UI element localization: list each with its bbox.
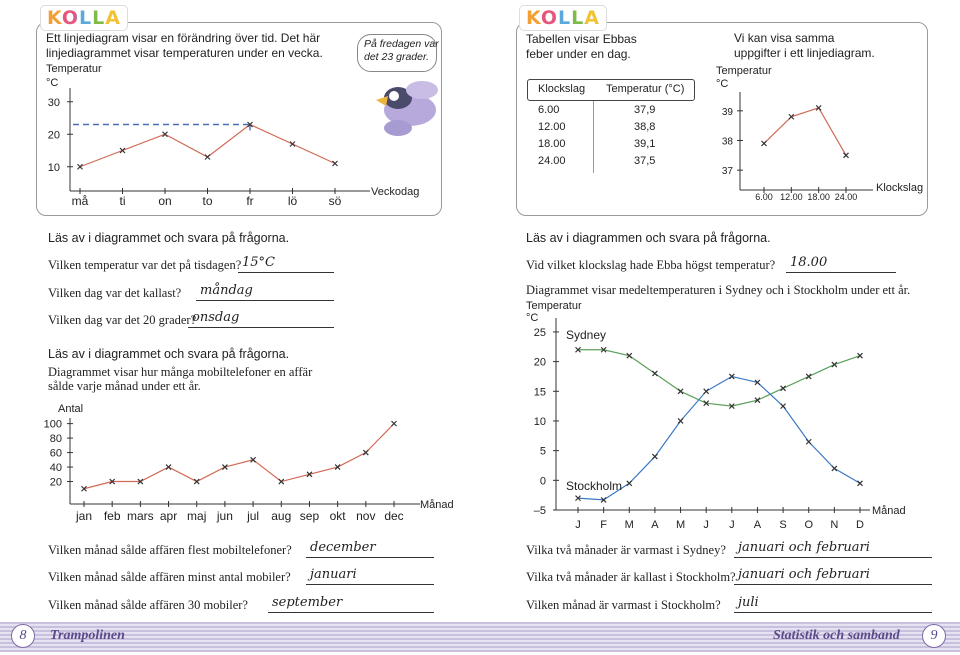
left-box-text-2: linjediagrammet visar temperaturen under en vecka. [46,46,323,60]
point-stockholm-10 [832,466,837,471]
point-sydney-9 [806,374,811,379]
month-label: J [703,519,709,531]
left-question-3: Vilken dag var det 20 grader? [48,313,197,327]
left-heading-1: Läs av i diagrammet och svara på frågorna. [48,231,290,245]
left-answer-1[interactable]: 15°C [238,256,334,273]
fever-line-chart [718,92,878,206]
left-box-text-1: Ett linjediagram visar en förändring över tid. Det här [46,31,321,45]
month-label: F [600,519,608,531]
day-label-ti: ti [119,194,126,208]
left-week-chart [40,88,370,210]
right-box-text-1: Tabellen visar Ebbas [526,32,637,46]
y-tick-label: 80 [49,433,62,446]
sales-point-apr [166,465,171,470]
sales-point-dec [392,421,397,426]
week-point-må [78,164,83,169]
right-box-text-3: Vi kan visa samma [734,31,835,45]
left-heading-2: Läs av i diagrammet och svara på frågorna. [48,347,290,361]
month-label: M [675,519,686,531]
fever-table-header [527,79,695,101]
time-label: 18.00 [807,192,830,202]
left-answer-5[interactable]: januari [306,568,434,585]
left-chart-ylabel-1: Temperatur [46,63,102,75]
month-label-okt: okt [329,509,346,523]
point-sydney-3 [652,371,657,376]
fever-point-0 [762,141,767,146]
month-label: O [804,519,814,531]
y-tick-label: 25 [533,326,546,339]
bubble-text-2: det 23 grader. [364,51,429,63]
left-answer-3[interactable]: onsdag [188,311,334,328]
left-kolla-title: KOLLA [47,7,121,29]
y-tick-label: 10 [533,415,546,428]
point-stockholm-4 [678,418,683,423]
point-stockholm-5 [704,389,709,394]
month-label-feb: feb [103,509,121,523]
footer-title-right: Statistik och samband [773,628,900,643]
fever-table-time: 24.00 [538,155,566,167]
y-tick-label: 0 [539,475,546,488]
fever-table-col-1: Klockslag [538,83,586,95]
left-chart-xlabel: Veckodag [371,186,420,198]
time-label: 12.00 [780,192,803,202]
right-heading-1: Läs av i diagrammen och svara på frågorna. [526,231,771,245]
left-answer-2[interactable]: måndag [196,284,334,301]
sales-line [84,424,394,489]
bird-illustration [368,70,448,140]
month-label-jul: jul [247,509,260,523]
week-point-to [205,155,210,160]
right-answer-4[interactable]: juli [734,596,932,613]
left-chart-ylabel-2: °C [46,77,59,89]
phone-sales-chart [40,398,460,530]
right-question-4: Vilken månad är varmast i Stockholm? [526,598,721,612]
fever-table-time: 18.00 [538,138,566,150]
month-label-mars: mars [127,509,154,523]
week-point-sö [333,161,338,166]
left-answer-6[interactable]: september [268,596,434,613]
fever-table-col-2: Temperatur (°C) [606,83,685,95]
right-box-text-2: feber under en dag. [526,47,631,61]
point-stockholm-2 [627,481,632,486]
month-label-apr: apr [159,509,178,523]
left-question-1: Vilken temperatur var det på tisdagen? [48,258,242,272]
sales-point-maj [194,479,199,484]
right-answer-3[interactable]: januari och februari [734,568,932,585]
month-label: A [753,519,762,531]
month-label-sep: sep [299,509,320,523]
month-label-jan: jan [75,509,93,523]
right-answer-2[interactable]: januari och februari [734,541,932,558]
y-tick-label: 20 [533,356,546,369]
left-desc-2: sålde varje månad under ett år. [48,379,201,393]
right-desc: Diagrammet visar medeltemperaturen i Sydney och i Stockholm under ett år. [526,283,911,297]
y-tick-label: –5 [533,505,546,517]
y-tick-label: 15 [533,386,546,399]
right-kolla-badge [519,5,607,31]
point-sydney-8 [781,386,786,391]
series-label-sydney: Sydney [566,328,607,342]
y-tick-label: 40 [49,462,62,475]
month-label-dec: dec [384,509,404,523]
month-label-maj: maj [187,509,207,523]
x-axis-title: Månad [872,505,906,517]
left-question-2: Vilken dag var det kallast? [48,286,182,300]
fever-line [764,108,819,144]
bubble-text-1: På fredagen var [364,38,439,50]
month-label: N [830,519,839,531]
right-question-1: Vid vilket klockslag hade Ebba högst temperatur? [526,258,776,272]
week-line [80,125,335,167]
left-kolla-badge [40,5,128,31]
y-tick-label: 100 [43,418,62,431]
page-number-right: 9 [922,624,946,648]
fever-table-body [538,101,695,173]
month-label: D [856,519,864,531]
left-answer-4[interactable]: december [306,541,434,558]
fever-line-end [819,108,846,155]
month-label: J [729,519,735,531]
fever-table-time: 6.00 [538,104,560,116]
y-tick-label: 5 [539,445,546,458]
y-tick-label: 37 [721,166,733,178]
day-label-to: to [202,194,213,208]
time-label: 6.00 [755,192,773,202]
month-label: A [651,519,659,531]
y-axis-title: Antal [58,403,84,415]
day-label-må: må [71,194,89,208]
x-axis-title: Månad [420,499,454,511]
day-label-lö: lö [287,194,298,208]
sales-point-nov [363,450,368,455]
left-question-4: Vilken månad sålde affären flest mobiltelefoner? [48,543,292,557]
fever-table [527,79,695,173]
y-tick-label: 30 [47,96,60,109]
city-chart-ylabel-2: °C [526,312,539,324]
fever-table-temp: 39,1 [634,138,656,150]
y-tick-label: 20 [49,476,62,489]
fever-chart-ylabel-2: °C [716,78,729,90]
y-tick-label: 38 [721,136,733,148]
day-label-sö: sö [328,194,342,208]
fever-table-temp: 37,9 [634,104,656,116]
week-point-on [163,132,168,137]
fever-table-temp: 37,5 [634,155,656,167]
point-stockholm-8 [781,404,786,409]
left-desc-1: Diagrammet visar hur många mobiltelefoner en affär [48,365,313,379]
right-answer-1[interactable]: 18.00 [786,256,896,273]
day-label-on: on [158,194,172,208]
city-temperature-chart [520,318,910,534]
point-sydney-4 [678,389,683,394]
line-sydney [578,350,860,406]
fever-chart-xlabel: Klockslag [876,182,924,194]
city-chart-ylabel-1: Temperatur [526,300,582,312]
fever-point-3 [844,153,849,158]
week-point-lö [290,142,295,147]
fever-table-time: 12.00 [538,121,566,133]
fever-chart-ylabel-1: Temperatur [716,65,772,77]
point-stockholm-9 [806,439,811,444]
right-question-3: Vilka två månader är kallast i Stockholm? [526,570,736,584]
month-label-aug: aug [271,509,292,523]
series-label-stockholm: Stockholm [566,479,623,493]
y-tick-label: 39 [721,106,733,118]
point-stockholm-3 [652,454,657,459]
fever-table-temp: 38,8 [634,121,656,133]
y-tick-label: 10 [47,161,60,174]
month-label-nov: nov [356,509,376,523]
right-kolla-title: KOLLA [526,7,600,29]
right-box-text-4: uppgifter i ett linjediagram. [734,46,875,60]
month-label-jun: jun [216,509,233,523]
time-label: 24.00 [834,192,858,202]
footer-title-left: Trampolinen [50,628,125,643]
month-label: S [779,519,787,531]
page-number-left: 8 [11,624,35,648]
week-point-ti [120,148,125,153]
month-label: M [624,519,634,531]
month-label: J [575,519,581,531]
y-tick-label: 20 [47,129,60,142]
right-question-2: Vilka två månader är varmast i Sydney? [526,543,726,557]
point-stockholm-11 [858,481,863,486]
y-tick-label: 60 [49,447,62,460]
day-label-fr: fr [246,194,254,208]
left-question-5: Vilken månad sålde affären minst antal mobiler? [48,570,291,584]
left-question-6: Vilken månad sålde affären 30 mobiler? [48,598,248,612]
